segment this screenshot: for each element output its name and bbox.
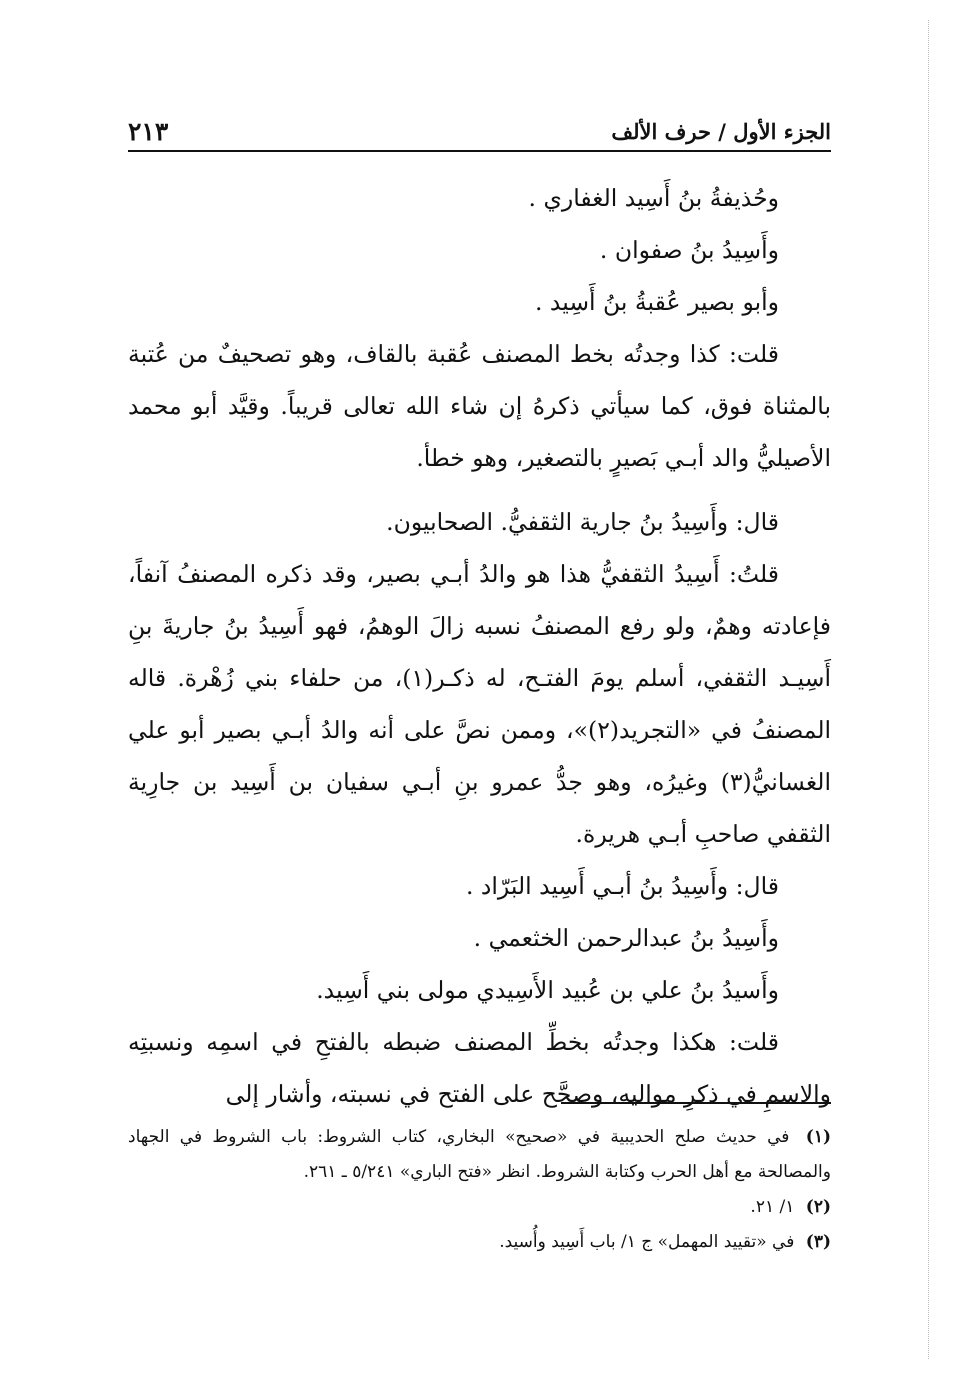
running-title: الجزء الأول / حرف الألف — [611, 119, 831, 144]
footnote-number: (١) — [805, 1127, 832, 1147]
text-line: وأبو بصير عُقبةُ بنُ أَسِيد . — [534, 288, 779, 316]
text-line: وحُذيفةُ بنُ أَسِيد الغفاري . — [528, 184, 779, 212]
paragraph: قلتُ: أَسِيدُ الثقفيُّ هذا هو والدُ أبـي بصير، وقد ذكره المصنفُ آنفاً، فإعادته وهمٌ، ولو رفع المصنفُ نسبه زالَ الوهمُ، فهو أَسِيدُ بنُ جاريةَ بنِ أَسِيـد الثقفي، أسلم يومَ الفتـح، له ذكـر(١)، من حلفاء بني زُهْرة. قاله المصنفُ في «التجريد(٢)»، وممن نصَّ على أنه والدُ أبـي بصير أبو علي الغسانيُّ(٣) وغيرُه، وهو جدُّ عمرو بنِ أبـي سفيان بن أَسِيد بن جارِية الثقفي صاحبِ أبـي هريرة. — [128, 560, 832, 848]
paragraph: قلت: كذا وجدتُه بخط المصنف عُقبة بالقاف، وهو تصحيفٌ من عُتبة بالمثناة فوق، كما سيأتي ذكرهُ إن شاء الله تعالى قريباً. وقيَّد أبو محمد الأصيليُّ والد أبـي بَصيرٍ بالتصغير، وهو خطأ. — [128, 340, 831, 472]
page-edge-dots — [928, 20, 929, 1359]
footnotes — [128, 1120, 831, 1260]
footnote-number: (٣) — [805, 1232, 831, 1252]
footnote — [128, 1225, 831, 1260]
footnote — [128, 1120, 831, 1190]
running-header — [128, 108, 831, 152]
paragraph: قلت: هكذا وجدتُه بخطِّ المصنف ضبطه بالفتحِ في اسمِه ونسبتِه والاسمِ في ذكرِ مواليه، وصحَّح على الفتح في نسبته، وأشار إلى — [128, 1028, 831, 1108]
text-line: وأَسِيدُ بنُ عبدالرحمن الخثعمي . — [473, 924, 779, 952]
text-line: وأَسيدُ بنُ علي بن عُبيد الأَسِيدي مولى بني أَسِيد. — [316, 976, 779, 1004]
main-text — [128, 172, 831, 1120]
footnote-number: (٢) — [805, 1197, 831, 1217]
text-line: قال: وأَسِيدُ بنُ جارية الثقفيُّ. الصحابيون. — [386, 508, 779, 536]
footnote-separator — [561, 1102, 831, 1104]
footnote-text: في حديث صلح الحديبية في «صحيح» البخاري، كتاب الشروط: باب الشروط في الجهاد والمصالحة مع أهل الحرب وكتابة الشروط. انظر «فتح الباري» ٥/٢٤١ ـ ٢٦١. — [128, 1127, 831, 1182]
text-line: قال: وأَسِيدُ بنُ أبـي أَسِيد البَرّاد . — [465, 872, 779, 900]
footnote-text: في «تقييد المهمل» ج ١/ باب أَسِيد وأُسيد. — [499, 1232, 795, 1252]
text-line: وأَسِيدُ بنُ صفوان . — [599, 236, 779, 264]
footnote-text: ١/ ٢١. — [750, 1197, 795, 1217]
page-number: ٢١٣ — [128, 117, 169, 146]
footnote — [128, 1190, 831, 1225]
